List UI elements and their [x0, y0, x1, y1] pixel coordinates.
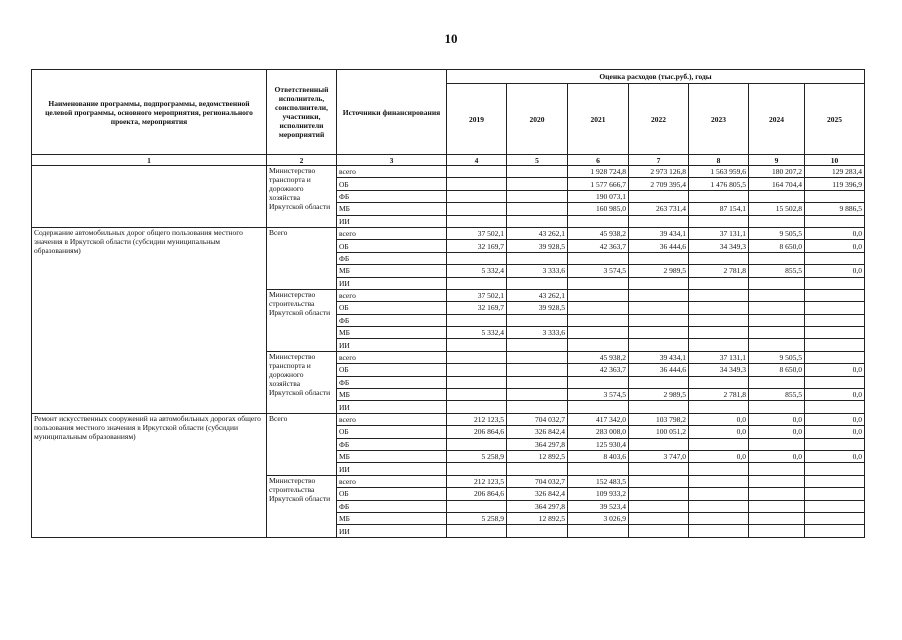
expense-value — [749, 252, 805, 264]
expense-value: 42 363,7 — [568, 364, 629, 376]
expense-value — [749, 302, 805, 314]
expense-value: 0,0 — [749, 426, 805, 438]
expense-value — [568, 525, 629, 537]
expense-value — [749, 327, 805, 339]
executor-name: Министерство строительства Иркутской области — [267, 289, 337, 351]
header-year: 2024 — [749, 84, 805, 155]
expense-value: 3 574,5 — [568, 389, 629, 401]
expense-value: 2 973 126,8 — [629, 166, 689, 178]
expense-value — [507, 190, 568, 202]
expense-value: 9 505,5 — [749, 227, 805, 239]
funding-source: ИИ — [337, 215, 447, 227]
expense-value — [689, 463, 749, 475]
expense-value — [749, 463, 805, 475]
expense-value — [447, 252, 507, 264]
table-row — [32, 227, 865, 239]
expense-value — [805, 463, 865, 475]
funding-source: ОБ — [337, 426, 447, 438]
header-year: 2022 — [629, 84, 689, 155]
expense-value — [805, 327, 865, 339]
expense-value: 2 709 395,4 — [629, 178, 689, 190]
expense-value — [507, 178, 568, 190]
expense-value: 15 502,8 — [749, 203, 805, 215]
expense-value — [689, 302, 749, 314]
column-number: 10 — [805, 155, 865, 166]
column-number: 2 — [267, 155, 337, 166]
funding-source: ФБ — [337, 252, 447, 264]
expense-value: 5 332,4 — [447, 265, 507, 277]
expense-value: 9 886,5 — [805, 203, 865, 215]
expense-value — [805, 525, 865, 537]
funding-source: МБ — [337, 450, 447, 462]
column-number: 7 — [629, 155, 689, 166]
expense-value — [507, 277, 568, 289]
funding-source: всего — [337, 227, 447, 239]
expense-value — [805, 401, 865, 413]
expense-value — [805, 351, 865, 363]
expense-value: 0,0 — [805, 240, 865, 252]
expense-value — [629, 289, 689, 301]
expense-value: 39 928,5 — [507, 240, 568, 252]
expense-value: 2 781,8 — [689, 389, 749, 401]
header-year: 2021 — [568, 84, 629, 155]
expense-value: 0,0 — [689, 426, 749, 438]
expense-value: 45 938,2 — [568, 227, 629, 239]
activity-name — [32, 166, 267, 228]
executor-name: Всего — [267, 227, 337, 289]
expense-value — [447, 215, 507, 227]
expense-value: 212 123,5 — [447, 475, 507, 487]
expense-value: 12 892,5 — [507, 450, 568, 462]
column-number: 6 — [568, 155, 629, 166]
funding-source: ИИ — [337, 277, 447, 289]
expense-value — [805, 215, 865, 227]
expense-value: 704 032,7 — [507, 413, 568, 425]
expense-value — [629, 190, 689, 202]
expense-value: 263 731,4 — [629, 203, 689, 215]
column-number: 3 — [337, 155, 447, 166]
expense-value — [507, 252, 568, 264]
expense-value — [507, 203, 568, 215]
expense-value — [447, 525, 507, 537]
executor-name: Министерство транспорта и дорожного хозяйства Иркутской области — [267, 166, 337, 228]
expense-value — [689, 475, 749, 487]
expense-value: 180 207,2 — [749, 166, 805, 178]
expense-value: 34 349,3 — [689, 364, 749, 376]
expense-value — [568, 252, 629, 264]
expense-value: 0,0 — [805, 426, 865, 438]
expense-value — [689, 215, 749, 227]
expense-value — [689, 289, 749, 301]
expense-value: 32 169,7 — [447, 302, 507, 314]
table-row — [32, 166, 865, 178]
expense-value: 326 842,4 — [507, 426, 568, 438]
expense-value: 100 051,2 — [629, 426, 689, 438]
expense-value: 152 483,5 — [568, 475, 629, 487]
expense-value — [805, 314, 865, 326]
expense-value — [749, 277, 805, 289]
expense-value — [689, 252, 749, 264]
expense-value: 42 363,7 — [568, 240, 629, 252]
expense-value — [629, 475, 689, 487]
funding-source: ИИ — [337, 525, 447, 537]
expense-value — [507, 351, 568, 363]
expense-value: 364 297,8 — [507, 438, 568, 450]
expense-value — [629, 525, 689, 537]
header-executor: Ответственный исполнитель, соисполнители, участники, исполнители мероприятий — [267, 70, 337, 155]
expense-value — [805, 277, 865, 289]
expense-value: 5 332,4 — [447, 327, 507, 339]
expense-value: 8 650,0 — [749, 240, 805, 252]
expense-value: 704 032,7 — [507, 475, 568, 487]
funding-source: ОБ — [337, 178, 447, 190]
expense-value — [749, 314, 805, 326]
expense-value: 0,0 — [689, 413, 749, 425]
expense-value — [629, 401, 689, 413]
page-number: 10 — [444, 31, 458, 46]
expense-value: 1 476 805,5 — [689, 178, 749, 190]
expense-value: 0,0 — [749, 413, 805, 425]
expense-value — [629, 376, 689, 388]
funding-source: ИИ — [337, 401, 447, 413]
expense-value — [629, 488, 689, 500]
funding-source: МБ — [337, 512, 447, 524]
executor-name: Министерство строительства Иркутской области — [267, 475, 337, 537]
executor-name: Министерство транспорта и дорожного хозяйства Иркутской области — [267, 351, 337, 413]
expense-value: 212 123,5 — [447, 413, 507, 425]
expense-value — [568, 327, 629, 339]
expense-value: 417 342,0 — [568, 413, 629, 425]
funding-source: ФБ — [337, 314, 447, 326]
expense-value: 119 396,9 — [805, 178, 865, 190]
expense-value — [805, 376, 865, 388]
expense-value — [568, 289, 629, 301]
funding-source: ОБ — [337, 302, 447, 314]
expense-value: 0,0 — [689, 450, 749, 462]
header-expenses: Оценка расходов (тыс.руб.), годы — [447, 70, 865, 84]
funding-source: МБ — [337, 265, 447, 277]
expense-value — [749, 376, 805, 388]
header-year: 2019 — [447, 84, 507, 155]
expense-value — [629, 327, 689, 339]
expense-value — [507, 389, 568, 401]
expense-value: 12 892,5 — [507, 512, 568, 524]
funding-source: ФБ — [337, 500, 447, 512]
expense-value — [447, 376, 507, 388]
funding-source: ФБ — [337, 376, 447, 388]
table-row — [32, 413, 865, 425]
expense-value — [689, 512, 749, 524]
expense-value — [447, 438, 507, 450]
expense-value: 2 989,5 — [629, 265, 689, 277]
expense-value: 5 258,9 — [447, 512, 507, 524]
expense-value — [447, 314, 507, 326]
expense-value — [629, 252, 689, 264]
expense-value — [805, 339, 865, 351]
expense-value — [568, 401, 629, 413]
expense-value — [805, 475, 865, 487]
expense-value — [689, 376, 749, 388]
expense-value: 45 938,2 — [568, 351, 629, 363]
expense-value: 109 933,2 — [568, 488, 629, 500]
expense-value — [749, 512, 805, 524]
expense-value — [805, 289, 865, 301]
expense-value — [447, 364, 507, 376]
expense-value — [805, 500, 865, 512]
expense-value: 164 704,4 — [749, 178, 805, 190]
expense-value — [447, 463, 507, 475]
expense-value: 39 523,4 — [568, 500, 629, 512]
expense-value: 125 930,4 — [568, 438, 629, 450]
expense-value: 364 297,8 — [507, 500, 568, 512]
header-source: Источники финансирования — [337, 70, 447, 155]
expense-value: 3 574,5 — [568, 265, 629, 277]
expense-value: 43 262,1 — [507, 289, 568, 301]
expense-value — [749, 500, 805, 512]
expense-value — [568, 376, 629, 388]
expense-value — [568, 339, 629, 351]
expense-value — [629, 438, 689, 450]
expense-value: 8 403,6 — [568, 450, 629, 462]
expense-value — [749, 190, 805, 202]
funding-source: всего — [337, 475, 447, 487]
expense-value — [568, 277, 629, 289]
expense-value — [447, 351, 507, 363]
expense-value — [447, 178, 507, 190]
expense-value: 1 577 666,7 — [568, 178, 629, 190]
column-number: 1 — [32, 155, 267, 166]
expense-value — [507, 463, 568, 475]
expense-value: 87 154,1 — [689, 203, 749, 215]
expense-value — [507, 525, 568, 537]
expense-value — [689, 314, 749, 326]
expense-value: 0,0 — [805, 364, 865, 376]
expense-value: 2 989,5 — [629, 389, 689, 401]
expense-value — [749, 525, 805, 537]
expense-value: 0,0 — [805, 389, 865, 401]
expense-value: 37 502,1 — [447, 227, 507, 239]
expense-value: 3 747,0 — [629, 450, 689, 462]
expense-value: 1 928 724,8 — [568, 166, 629, 178]
expense-value — [749, 488, 805, 500]
expense-value — [805, 488, 865, 500]
funding-source: ОБ — [337, 240, 447, 252]
expense-value: 43 262,1 — [507, 227, 568, 239]
expense-value: 39 434,1 — [629, 351, 689, 363]
expense-value: 37 131,1 — [689, 227, 749, 239]
executor-name: Всего — [267, 413, 337, 475]
expense-value: 37 131,1 — [689, 351, 749, 363]
expense-value: 855,5 — [749, 265, 805, 277]
expense-value — [447, 401, 507, 413]
expense-value: 37 502,1 — [447, 289, 507, 301]
expense-value — [689, 488, 749, 500]
expense-value — [629, 463, 689, 475]
expense-value — [629, 277, 689, 289]
header-year: 2025 — [805, 84, 865, 155]
funding-source: МБ — [337, 327, 447, 339]
expense-value: 190 073,1 — [568, 190, 629, 202]
expense-value — [749, 475, 805, 487]
expense-value: 129 283,4 — [805, 166, 865, 178]
funding-source: всего — [337, 166, 447, 178]
expense-value — [568, 215, 629, 227]
expense-value — [689, 525, 749, 537]
expense-value: 36 444,6 — [629, 240, 689, 252]
expense-value — [447, 166, 507, 178]
expense-value — [507, 364, 568, 376]
funding-source: МБ — [337, 203, 447, 215]
expense-value: 283 008,0 — [568, 426, 629, 438]
expense-value — [749, 215, 805, 227]
expense-value — [507, 401, 568, 413]
expense-value — [507, 166, 568, 178]
funding-source: ИИ — [337, 339, 447, 351]
funding-source: ИИ — [337, 463, 447, 475]
expense-value: 36 444,6 — [629, 364, 689, 376]
expense-value: 855,5 — [749, 389, 805, 401]
expense-value — [805, 438, 865, 450]
expense-value — [568, 314, 629, 326]
expense-value — [629, 314, 689, 326]
funding-source: МБ — [337, 389, 447, 401]
expense-value: 32 169,7 — [447, 240, 507, 252]
expense-value — [689, 277, 749, 289]
header-year: 2023 — [689, 84, 749, 155]
expense-value — [568, 302, 629, 314]
funding-source: всего — [337, 351, 447, 363]
expense-value: 2 781,8 — [689, 265, 749, 277]
expense-value: 8 650,0 — [749, 364, 805, 376]
expense-value: 0,0 — [805, 413, 865, 425]
funding-source: ФБ — [337, 190, 447, 202]
expense-value — [749, 289, 805, 301]
funding-source: ОБ — [337, 488, 447, 500]
expense-value: 326 842,4 — [507, 488, 568, 500]
expense-value — [805, 252, 865, 264]
expense-value — [447, 389, 507, 401]
header-year: 2020 — [507, 84, 568, 155]
expense-value: 3 026,9 — [568, 512, 629, 524]
header-name: Наименование программы, подпрограммы, ведомственной целевой программы, основного мероприятия, регионального проекта, мероприятия — [32, 70, 267, 155]
expense-value — [749, 339, 805, 351]
expense-value — [689, 438, 749, 450]
expense-value — [629, 512, 689, 524]
expense-value: 0,0 — [805, 227, 865, 239]
expense-value — [689, 401, 749, 413]
expense-value — [629, 339, 689, 351]
expense-value — [447, 203, 507, 215]
expense-value: 0,0 — [805, 265, 865, 277]
expense-value: 3 333,6 — [507, 327, 568, 339]
expense-value: 34 349,3 — [689, 240, 749, 252]
expense-value — [629, 500, 689, 512]
expense-value — [805, 302, 865, 314]
expense-value: 5 258,9 — [447, 450, 507, 462]
column-number: 4 — [447, 155, 507, 166]
expense-value — [689, 190, 749, 202]
expense-value — [689, 327, 749, 339]
expense-value — [507, 376, 568, 388]
budget-table — [31, 69, 865, 538]
expense-value — [805, 512, 865, 524]
expense-value — [447, 339, 507, 351]
expense-value: 206 864,6 — [447, 426, 507, 438]
expense-value — [568, 463, 629, 475]
expense-value — [749, 438, 805, 450]
expense-value — [507, 314, 568, 326]
column-number: 5 — [507, 155, 568, 166]
expense-value — [805, 190, 865, 202]
column-number: 8 — [689, 155, 749, 166]
expense-value: 39 928,5 — [507, 302, 568, 314]
funding-source: всего — [337, 289, 447, 301]
expense-value — [507, 215, 568, 227]
funding-source: ФБ — [337, 438, 447, 450]
expense-value: 103 798,2 — [629, 413, 689, 425]
column-number: 9 — [749, 155, 805, 166]
expense-value: 206 864,6 — [447, 488, 507, 500]
expense-value: 1 563 959,6 — [689, 166, 749, 178]
expense-value — [629, 215, 689, 227]
expense-value — [689, 500, 749, 512]
activity-name: Ремонт искусственных сооружений на автомобильных дорогах общего пользования местного значения в Иркутской области (субсидии муниципальным образованиям) — [32, 413, 267, 537]
funding-source: ОБ — [337, 364, 447, 376]
expense-value: 3 333,6 — [507, 265, 568, 277]
expense-value: 39 434,1 — [629, 227, 689, 239]
expense-value: 0,0 — [805, 450, 865, 462]
expense-value — [629, 302, 689, 314]
expense-value — [507, 339, 568, 351]
activity-name: Содержание автомобильных дорог общего пользования местного значения в Иркутской области (субсидии муниципальным образованиям) — [32, 227, 267, 413]
expense-value — [447, 190, 507, 202]
expense-value: 160 985,0 — [568, 203, 629, 215]
expense-value: 0,0 — [749, 450, 805, 462]
expense-value — [447, 500, 507, 512]
expense-value — [749, 401, 805, 413]
expense-value — [447, 277, 507, 289]
funding-source: всего — [337, 413, 447, 425]
expense-value — [689, 339, 749, 351]
expense-value: 9 505,5 — [749, 351, 805, 363]
